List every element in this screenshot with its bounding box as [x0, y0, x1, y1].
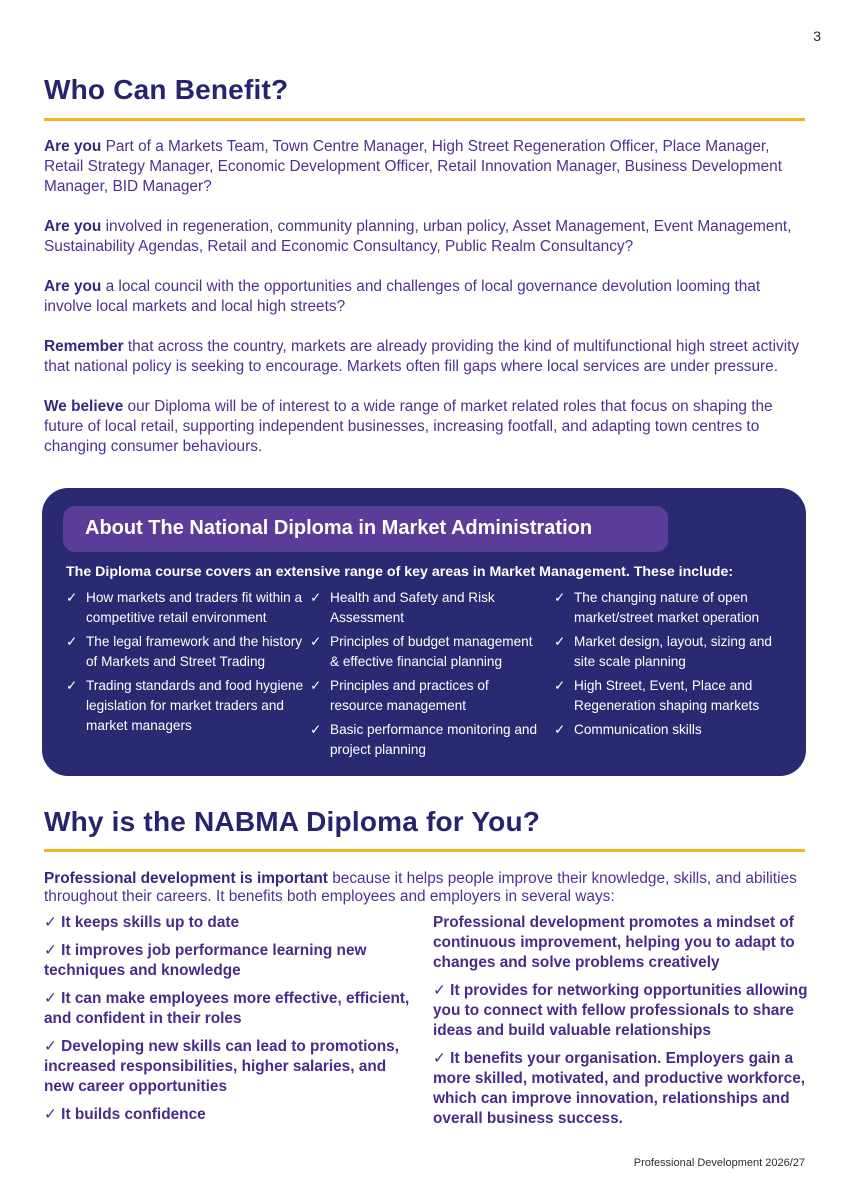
title-underline [44, 118, 805, 121]
list-item: ✓ Principles of budget management & effective financial planning [310, 634, 533, 669]
topics-column-2 [310, 588, 544, 764]
benefit-item: ✓ It benefits your organisation. Employers gain a more skilled, motivated, and productive workforce, which can improve innovation, relationships and overall business success. [433, 1050, 806, 1127]
list-item: ✓ The changing nature of open market/street market operation [554, 590, 760, 625]
benefit-item: Professional development promotes a mindset of continuous improvement, helping you to adapt to changes and solve problems creatively [433, 914, 795, 971]
benefit-item: ✓ It can make employees more effective, efficient, and confident in their roles [44, 990, 410, 1027]
check-icon: ✓ [310, 634, 322, 649]
check-icon: ✓ [66, 678, 78, 693]
check-icon: ✓ [310, 678, 322, 693]
check-icon: ✓ [310, 722, 322, 737]
list-item: ✓ High Street, Event, Place and Regeneration shaping markets [554, 678, 760, 713]
footer-text: Professional Development 2026/27 [633, 1157, 805, 1169]
check-icon: ✓ [554, 722, 566, 737]
list-item: ✓ Market design, layout, sizing and site scale planning [554, 634, 772, 669]
check-icon: ✓ [66, 590, 78, 605]
check-icon: ✓ [554, 678, 566, 693]
paragraph: Are you a local council with the opportunities and challenges of local governance devolution looming that involve local markets and local high streets? [44, 278, 761, 315]
title-underline [44, 849, 805, 852]
why-intro: Professional development is important because it helps people improve their knowledge, skills, and abilities throughout their careers. It benefits both employees and employers in several ways: [44, 870, 797, 905]
benefit-item: ✓ It improves job performance learning new techniques and knowledge [44, 942, 367, 979]
list-item: ✓ Basic performance monitoring and project planning [310, 722, 538, 757]
list-item: ✓ The legal framework and the history of Markets and Street Trading [66, 634, 303, 669]
check-icon: ✓ [310, 590, 322, 605]
topics-column-3 [554, 588, 794, 744]
benefit-item: ✓ It provides for networking opportunities allowing you to connect with fellow professionals to share ideas and build valuable relationships [433, 982, 808, 1039]
list-item: ✓ How markets and traders fit within a competitive retail environment [66, 590, 303, 625]
benefit-item: ✓ It builds confidence [44, 1106, 206, 1123]
list-item: ✓ Trading standards and food hygiene legislation for market traders and market managers [66, 678, 304, 733]
check-icon: ✓ [554, 590, 566, 605]
list-item: ✓ Health and Safety and Risk Assessment [310, 590, 495, 625]
who-can-benefit-text [44, 137, 809, 477]
section-title-why-nabma: Why is the NABMA Diploma for You? [44, 806, 541, 837]
paragraph: Remember that across the country, markets are already providing the kind of multifunctional high street activity that national policy is seeking to encourage. Markets often fill gaps where local services are under pressure. [44, 338, 800, 375]
page-number: 3 [813, 28, 821, 44]
about-diploma-title: About The National Diploma in Market Administration [63, 506, 668, 552]
topics-column-1 [66, 588, 306, 740]
benefits-left-column [44, 913, 414, 1133]
paragraph: We believe our Diploma will be of interest to a wide range of market related roles that focus on shaping the future of local retail, supporting independent businesses, increasing footfall, and adapting town centres to changing consumer behaviours. [44, 398, 773, 455]
benefit-item: ✓ It keeps skills up to date [44, 914, 240, 931]
benefits-right-column [433, 913, 809, 1137]
paragraph: Are you involved in regeneration, community planning, urban policy, Asset Management, Event Management, Sustainability Agendas, Retail and Economic Consultancy, Public Realm Consultancy? [44, 218, 792, 255]
list-item: ✓ Communication skills [554, 720, 794, 740]
benefit-item: ✓ Developing new skills can lead to promotions, increased responsibilities, higher salaries, and new career opportunities [44, 1038, 399, 1095]
check-icon: ✓ [66, 634, 78, 649]
paragraph: Are you Part of a Markets Team, Town Centre Manager, High Street Regeneration Officer, Place Manager, Retail Strategy Manager, Economic Development Officer, Retail Innovation Manager, Business Development Manager, BID Manager? [44, 138, 782, 195]
section-title-who-can-benefit: Who Can Benefit? [44, 74, 289, 105]
list-item: ✓ Principles and practices of resource management [310, 678, 489, 713]
about-diploma-intro: The Diploma course covers an extensive range of key areas in Market Management. These include: [66, 564, 734, 580]
check-icon: ✓ [554, 634, 566, 649]
